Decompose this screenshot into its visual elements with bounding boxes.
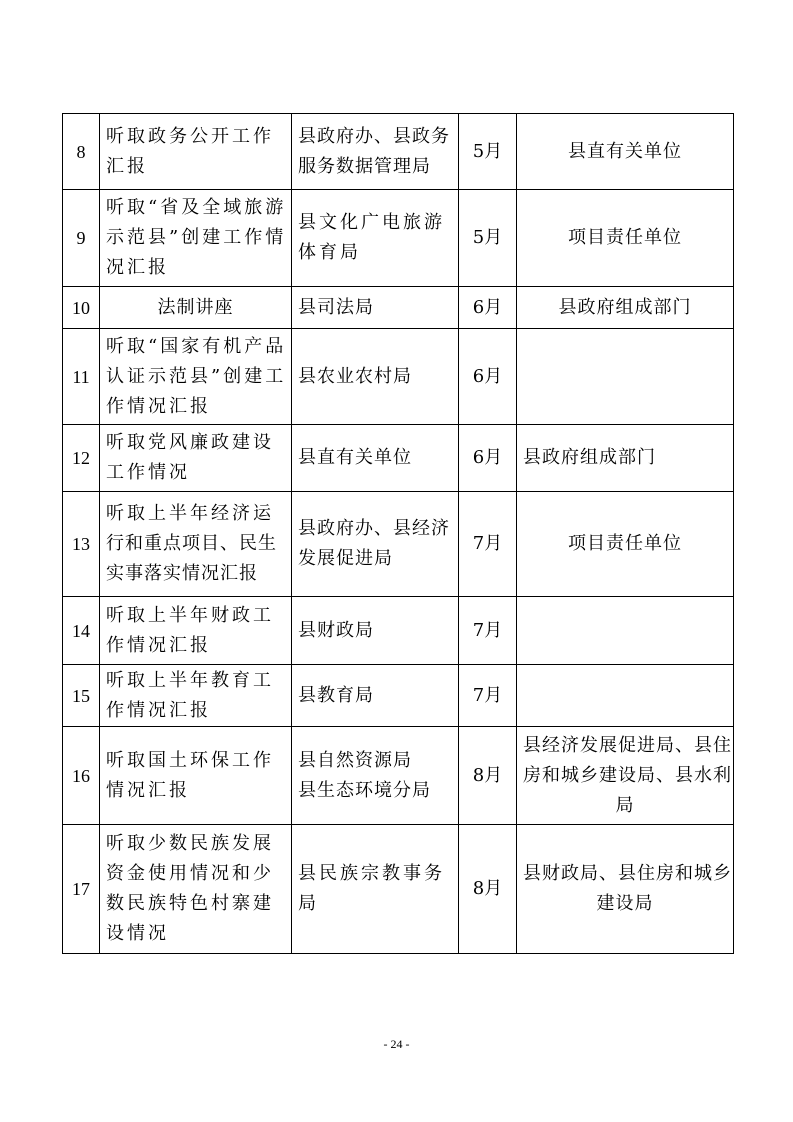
month-cell: 7月 bbox=[459, 492, 517, 597]
item-line: 听取“国家有机产品 bbox=[106, 335, 287, 357]
item-line: 情况汇报 bbox=[106, 779, 190, 801]
item-line: 听取上半年财政工 bbox=[106, 604, 274, 626]
item-line: 听取党风廉政建设 bbox=[106, 432, 274, 453]
table-row bbox=[63, 492, 734, 597]
item-line: 认证示范县”创建工 bbox=[106, 365, 287, 387]
responsible-line: 局 bbox=[615, 794, 635, 816]
month-cell: 6月 bbox=[459, 329, 517, 425]
unit-cell bbox=[292, 665, 459, 727]
responsible-line: 县财政局、县住房和城乡 bbox=[523, 863, 732, 884]
responsible-line: 项目责任单位 bbox=[568, 227, 682, 248]
unit-line: 服务数据管理局 bbox=[298, 155, 431, 177]
responsible-cell bbox=[517, 597, 734, 665]
unit-line: 县文化广电旅游 bbox=[298, 212, 445, 233]
month-cell: 7月 bbox=[459, 597, 517, 665]
item-line: 听取上半年教育工 bbox=[106, 669, 274, 691]
item-cell bbox=[100, 492, 292, 597]
unit-cell bbox=[292, 727, 459, 825]
item-cell bbox=[100, 825, 292, 954]
unit-cell bbox=[292, 425, 459, 492]
row-number: 13 bbox=[63, 492, 100, 597]
item-line: 示范县”创建工作情 bbox=[106, 227, 287, 248]
responsible-cell bbox=[517, 425, 734, 492]
unit-cell bbox=[292, 492, 459, 597]
item-line: 作情况汇报 bbox=[106, 699, 211, 721]
table-row bbox=[63, 287, 734, 329]
item-cell bbox=[100, 727, 292, 825]
month-cell: 6月 bbox=[459, 287, 517, 329]
responsible-cell bbox=[517, 825, 734, 954]
table-row bbox=[63, 329, 734, 425]
row-number: 17 bbox=[63, 825, 100, 954]
item-cell bbox=[100, 287, 292, 329]
page-number: - 24 - bbox=[383, 1037, 410, 1051]
item-line: 实事落实情况汇报 bbox=[106, 563, 258, 584]
unit-line: 体育局 bbox=[298, 242, 361, 263]
item-cell bbox=[100, 597, 292, 665]
responsible-line: 项目责任单位 bbox=[568, 533, 682, 554]
item-cell bbox=[100, 425, 292, 492]
item-line: 听取少数民族发展 bbox=[106, 833, 274, 854]
item-line: 数民族特色村寨建 bbox=[106, 893, 274, 914]
responsible-line: 建设局 bbox=[596, 893, 654, 914]
unit-cell bbox=[292, 287, 459, 329]
table-row bbox=[63, 727, 734, 825]
item-line: 工作情况 bbox=[106, 462, 190, 483]
table-row bbox=[63, 190, 734, 287]
responsible-line: 县直有关单位 bbox=[568, 140, 682, 162]
month-cell: 5月 bbox=[459, 114, 517, 190]
unit-line: 县自然资源局 bbox=[298, 749, 412, 771]
responsible-cell bbox=[517, 287, 734, 329]
month-cell: 8月 bbox=[459, 825, 517, 954]
responsible-cell bbox=[517, 329, 734, 425]
unit-line: 县农业农村局 bbox=[298, 365, 412, 387]
item-line: 听取国土环保工作 bbox=[106, 749, 274, 771]
unit-cell bbox=[292, 597, 459, 665]
item-line: 听取政务公开工作 bbox=[106, 125, 274, 147]
responsible-cell bbox=[517, 727, 734, 825]
row-number: 11 bbox=[63, 329, 100, 425]
unit-line: 县财政局 bbox=[298, 619, 374, 641]
row-number: 14 bbox=[63, 597, 100, 665]
responsible-cell bbox=[517, 190, 734, 287]
item-cell bbox=[100, 190, 292, 287]
row-number: 9 bbox=[63, 190, 100, 287]
responsible-cell bbox=[517, 114, 734, 190]
month-cell: 6月 bbox=[459, 425, 517, 492]
responsible-line: 房和城乡建设局、县水利 bbox=[523, 764, 732, 786]
responsible-line: 县政府组成部门 bbox=[558, 296, 692, 318]
unit-line: 县教育局 bbox=[298, 684, 374, 706]
responsible-line: 县政府组成部门 bbox=[523, 447, 656, 468]
schedule-table bbox=[62, 113, 734, 954]
responsible-cell bbox=[517, 665, 734, 727]
unit-cell bbox=[292, 825, 459, 954]
item-line: 况汇报 bbox=[106, 257, 169, 278]
item-line: 听取上半年经济运 bbox=[106, 503, 274, 524]
item-line: 行和重点项目、民生 bbox=[106, 533, 277, 554]
item-cell bbox=[100, 114, 292, 190]
unit-line: 县司法局 bbox=[298, 296, 374, 318]
unit-cell bbox=[292, 114, 459, 190]
unit-cell bbox=[292, 329, 459, 425]
unit-line: 县政府办、县经济 bbox=[298, 518, 450, 539]
row-number: 12 bbox=[63, 425, 100, 492]
unit-line: 局 bbox=[298, 893, 319, 914]
item-cell bbox=[100, 665, 292, 727]
responsible-line: 县经济发展促进局、县住 bbox=[523, 734, 732, 756]
unit-line: 县生态环境分局 bbox=[298, 779, 431, 801]
table-row bbox=[63, 425, 734, 492]
table-row bbox=[63, 114, 734, 190]
responsible-cell bbox=[517, 492, 734, 597]
unit-line: 县民族宗教事务 bbox=[298, 863, 445, 884]
month-cell: 7月 bbox=[459, 665, 517, 727]
month-cell: 5月 bbox=[459, 190, 517, 287]
item-line: 资金使用情况和少 bbox=[106, 863, 274, 884]
unit-cell bbox=[292, 190, 459, 287]
month-cell: 8月 bbox=[459, 727, 517, 825]
item-line: 作情况汇报 bbox=[106, 395, 211, 417]
unit-line: 发展促进局 bbox=[298, 548, 393, 569]
table-row bbox=[63, 825, 734, 954]
table-row bbox=[63, 665, 734, 727]
row-number: 10 bbox=[63, 287, 100, 329]
unit-line: 县政府办、县政务 bbox=[298, 125, 450, 147]
item-line: 听取“省及全域旅游 bbox=[106, 197, 287, 218]
item-cell bbox=[100, 329, 292, 425]
row-number: 15 bbox=[63, 665, 100, 727]
item-line: 法制讲座 bbox=[157, 296, 234, 318]
row-number: 16 bbox=[63, 727, 100, 825]
item-line: 汇报 bbox=[106, 155, 148, 177]
unit-line: 县直有关单位 bbox=[298, 447, 412, 468]
item-line: 设情况 bbox=[106, 923, 169, 944]
row-number: 8 bbox=[63, 114, 100, 190]
table-row bbox=[63, 597, 734, 665]
item-line: 作情况汇报 bbox=[106, 634, 211, 656]
